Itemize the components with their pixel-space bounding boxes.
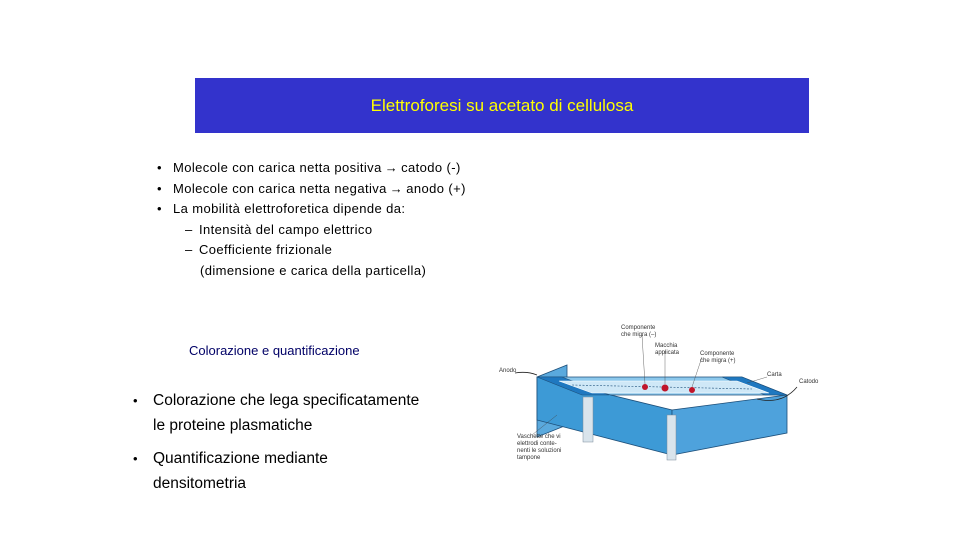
spot-applied [662,385,669,392]
bullet-text: Molecole con carica netta negativa [173,180,387,196]
spot-negative [642,384,648,390]
bullet-item [157,158,466,179]
label-componente-pos: Componente [700,351,735,357]
section-title: Colorazione e quantificazione [189,343,360,358]
arrow-right-icon: → [384,160,399,175]
label-componente-neg-2: che migra (–) [621,332,657,338]
bullet-list [157,158,466,281]
bullet-text: catodo (-) [401,160,461,175]
bottom-bullet-item [133,446,419,496]
label-macchia: Macchia [655,343,678,349]
sub-bullet-text: Coefficiente frizionale [199,242,333,257]
bullet-item [157,179,466,200]
bullet-line: Colorazione che lega specificatamente [153,392,420,409]
bullet-text: anodo (+) [406,180,466,196]
slide-title: Elettroforesi su acetato di cellulosa [370,95,634,115]
bullet-icon: • [133,451,138,466]
bottom-bullet-list [133,388,419,496]
bullet-icon: • [157,201,162,216]
label-anodo: Anodo [499,368,517,374]
spot-positive [689,387,695,393]
sub-bullet-item [157,240,466,261]
bullet-text: Molecole con carica netta positiva [173,160,382,175]
bullet-icon: • [157,180,162,196]
sub-bullet-text: Intensità del campo elettrico [199,221,373,237]
electrophoresis-apparatus-diagram [497,315,827,475]
tank-right-side [672,395,787,455]
bullet-text: La mobilità elettroforetica dipende da: [173,201,406,216]
support-post [583,397,593,442]
title-bar [195,78,809,133]
label-vaschette-4: tampone [517,455,541,461]
bullet-line: densitometria [153,475,247,492]
bullet-icon: • [157,160,162,175]
bullet-item [157,199,466,220]
label-catodo: Catodo [799,379,819,385]
label-componente-pos-2: che migra (+) [700,358,736,364]
bullet-line: Quantificazione mediante [153,450,328,467]
dash-icon: – [185,242,193,257]
sub-bullet-text: (dimensione e carica della particella) [200,262,427,278]
dash-icon: – [185,221,193,237]
bottom-bullet-item [133,388,419,438]
label-vaschette-3: nenti le soluzioni [517,448,562,454]
sub-bullet-item [157,220,466,241]
label-vaschette: Vaschette che vi [517,434,561,440]
arrow-right-icon: → [389,180,404,196]
sub-bullet-continuation [157,261,466,282]
label-vaschette-2: elettrodi conte- [517,441,557,447]
bullet-icon: • [133,393,138,408]
label-carta: Carta [767,372,782,378]
label-componente-neg: Componente [621,325,656,331]
label-macchia-2: applicata [655,350,680,356]
bullet-line: le proteine plasmatiche [153,417,313,434]
